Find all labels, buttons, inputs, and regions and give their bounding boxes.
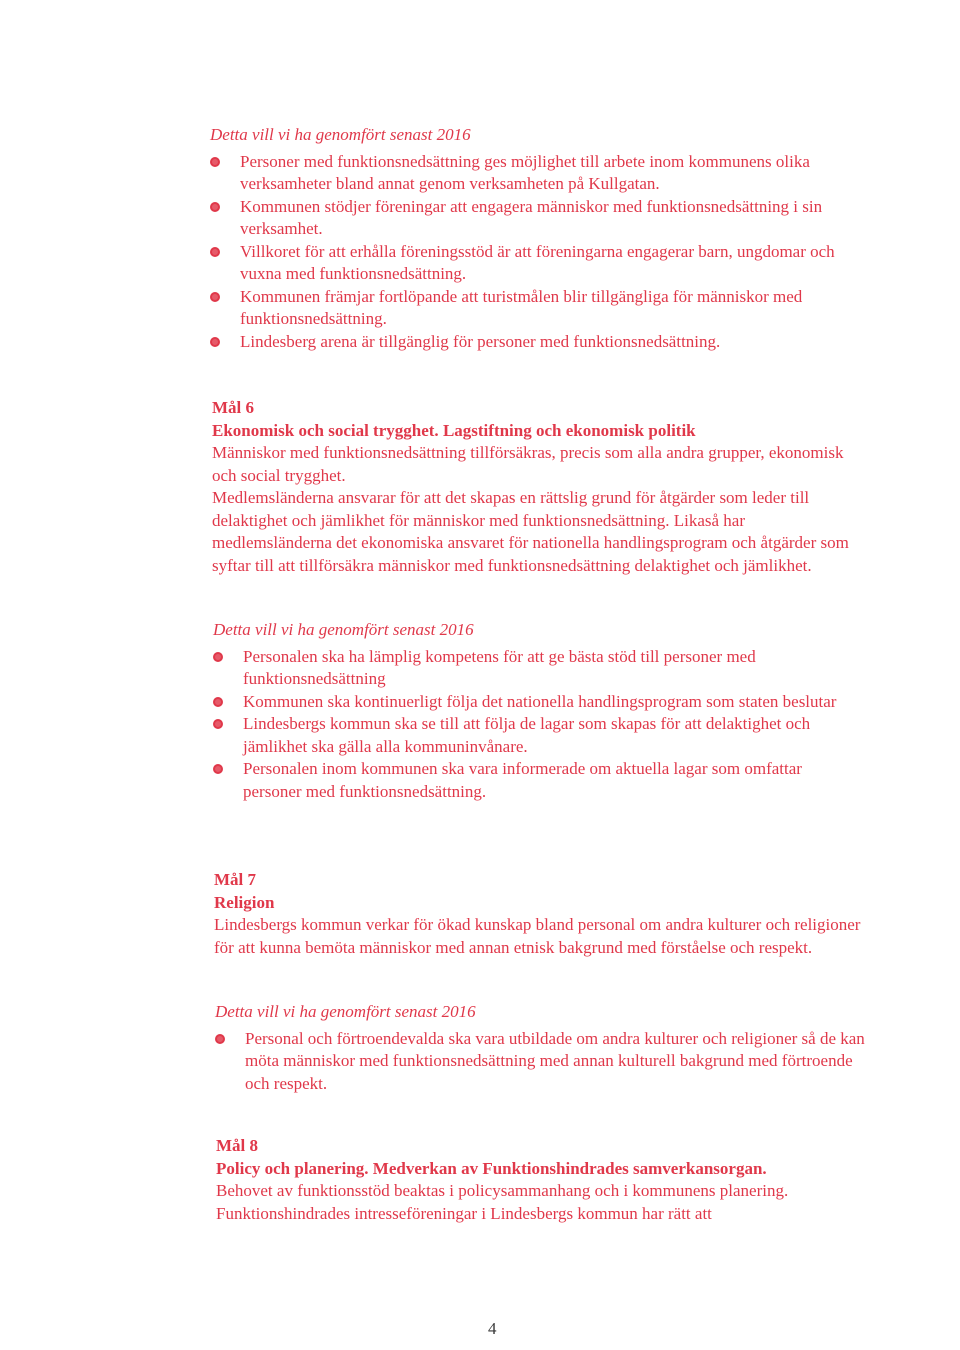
section-goal7-actions bbox=[215, 1001, 875, 1095]
goal-heading: Ekonomisk och social trygghet. Lagstiftning och ekonomisk politik bbox=[212, 420, 696, 440]
bullet-icon bbox=[213, 652, 223, 662]
goal-paragraph: Behovet av funktionsstöd beaktas i policysammanhang och i kommunens planering. bbox=[216, 1181, 789, 1200]
section-goal8 bbox=[216, 1135, 896, 1225]
list-item: Personalen inom kommunen ska vara informerade om aktuella lagar som omfattar personer med funktionsnedsättning. bbox=[213, 758, 863, 803]
list-item: Lindesbergs kommun ska se till att följa de lagar som skapas för att delaktighet och jämlikhet ska gälla alla kommuninvånare. bbox=[213, 713, 863, 758]
list-item: Kommunen främjar fortlöpande att turistmålen blir tillgängliga för människor med funktionsnedsättning. bbox=[210, 286, 860, 331]
bullet-icon bbox=[210, 157, 220, 167]
list-item: Personalen ska ha lämplig kompetens för att ge bästa stöd till personer med funktionsnedsättning bbox=[213, 646, 863, 691]
bullet-icon bbox=[210, 337, 220, 347]
section-goal6-actions bbox=[213, 619, 863, 803]
goal-paragraph: Lindesbergs kommun verkar för ökad kunskap bland personal om andra kulturer och religioner för att kunna bemöta människor med annan etnisk bakgrund med förståelse och respekt. bbox=[214, 915, 861, 957]
section-goal5-actions bbox=[210, 124, 860, 353]
section-goal7 bbox=[214, 869, 874, 959]
goal-label: Mål 8 bbox=[216, 1136, 259, 1155]
list-item: Lindesberg arena är tillgänglig för personer med funktionsnedsättning. bbox=[210, 331, 860, 354]
actions-list bbox=[215, 1028, 875, 1096]
goal-paragraph: Funktionshindrades intresseföreningar i Lindesbergs kommun har rätt att bbox=[216, 1203, 712, 1223]
goal-label: Mål 7 bbox=[214, 870, 257, 889]
bullet-icon bbox=[210, 247, 220, 257]
page-number: 4 bbox=[488, 1319, 497, 1338]
goal-label: Mål 6 bbox=[212, 398, 255, 417]
goal-paragraph: Människor med funktionsnedsättning tillförsäkras, precis som alla andra grupper, ekonomisk och social trygghet. bbox=[212, 443, 844, 485]
actions-intro: Detta vill vi ha genomfört senast 2016 bbox=[215, 1002, 476, 1021]
list-item: Personal och förtroendevalda ska vara utbildade om andra kulturer och religioner så de kan möta människor med funktionsnedsättning med annan kulturell bakgrund med förtroende och respekt. bbox=[215, 1028, 875, 1096]
goal-heading: Religion bbox=[214, 892, 275, 912]
actions-intro: Detta vill vi ha genomfört senast 2016 bbox=[213, 620, 474, 639]
bullet-icon bbox=[215, 1034, 225, 1044]
bullet-icon bbox=[210, 292, 220, 302]
list-item: Villkoret för att erhålla föreningsstöd är att föreningarna engagerar barn, ungdomar och vuxna med funktionsnedsättning. bbox=[210, 241, 860, 286]
list-item: Kommunen ska kontinuerligt följa det nationella handlingsprogram som staten beslutar bbox=[213, 691, 863, 714]
actions-intro: Detta vill vi ha genomfört senast 2016 bbox=[210, 125, 471, 144]
bullet-icon bbox=[213, 764, 223, 774]
actions-list bbox=[213, 646, 863, 804]
bullet-icon bbox=[213, 697, 223, 707]
goal-heading: Policy och planering. Medverkan av Funktionshindrades samverkansorgan. bbox=[216, 1158, 767, 1178]
actions-list bbox=[210, 151, 860, 354]
goal-paragraph: Medlemsländerna ansvarar för att det skapas en rättslig grund för åtgärder som leder till delaktighet och jämlikhet för människor med funktionsnedsättning. Likaså har medlemsländerna det ekonomiska ansvaret för nationella handlingsprogram och åtgärder som syftar till att tillförsäkra människor med funktionsnedsättning delaktighet och jämlikhet. bbox=[212, 488, 849, 575]
list-item: Kommunen stödjer föreningar att engagera människor med funktionsnedsättning i sin verksamhet. bbox=[210, 196, 860, 241]
bullet-icon bbox=[213, 719, 223, 729]
section-goal6 bbox=[212, 397, 862, 577]
list-item: Personer med funktionsnedsättning ges möjlighet till arbete inom kommunens olika verksamheter bland annat genom verksamheten på Kullgatan. bbox=[210, 151, 860, 196]
bullet-icon bbox=[210, 202, 220, 212]
